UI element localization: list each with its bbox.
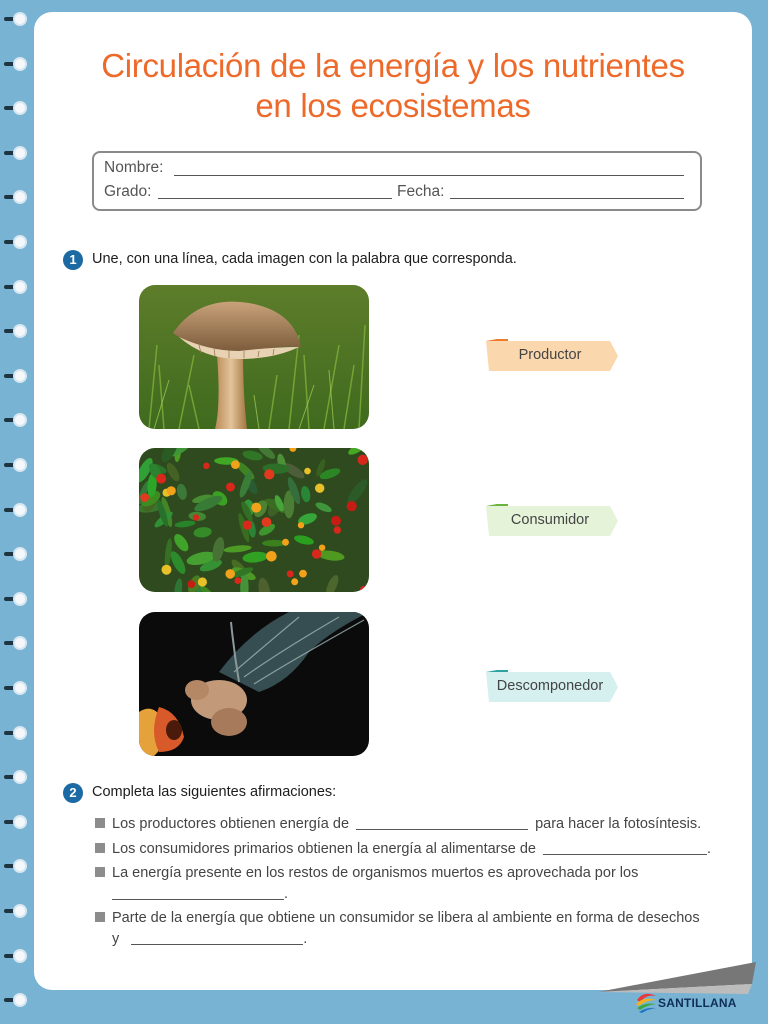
statement-1-blank[interactable]: [356, 815, 528, 830]
spiral-ring: [4, 681, 28, 695]
spiral-ring: [4, 815, 28, 829]
statement-3: [95, 865, 725, 902]
statement-3-blank[interactable]: [112, 885, 284, 900]
spiral-ring: [4, 503, 28, 517]
statement-3-text: La energía presente en los restos de organismos muertos es aprovechada por los: [112, 865, 639, 881]
bullet-square: [95, 818, 105, 828]
bullet-square: [95, 843, 105, 853]
spiral-ring: [4, 859, 28, 873]
statement-4-blank[interactable]: [131, 930, 303, 945]
statement-4: [95, 910, 725, 947]
title-line-1: Circulación de la energía y los nutrientes: [101, 47, 685, 84]
page-curl: [598, 960, 756, 994]
santillana-logo: [634, 990, 744, 1016]
grado-label: Grado:: [104, 183, 152, 200]
option-descomponedor-label: Descomponedor: [496, 678, 604, 694]
fecha-field[interactable]: [450, 198, 684, 199]
question-1-text: Une, con una línea, cada imagen con la palabra que corresponda.: [92, 251, 517, 267]
spiral-ring: [4, 57, 28, 71]
logo-text: SANTILLANA: [658, 996, 737, 1010]
option-productor-label: Productor: [518, 347, 582, 363]
statement-3-end: .: [284, 886, 289, 902]
option-descomponedor[interactable]: [486, 670, 618, 702]
spiral-ring: [4, 949, 28, 963]
nombre-label: Nombre:: [104, 159, 164, 176]
spiral-ring: [4, 12, 28, 26]
statement-1: [95, 815, 725, 832]
worksheet-title: [34, 46, 752, 126]
santillana-logo-icon: [634, 990, 658, 1014]
title-line-2: en los ecosistemas: [255, 87, 531, 124]
berry-plant-photo: [139, 448, 369, 592]
bat-eating-fruit-photo: [139, 612, 369, 756]
statement-4-end: .: [303, 931, 308, 947]
spiral-ring: [4, 547, 28, 561]
spiral-ring: [4, 413, 28, 427]
question-1-number: 1: [63, 250, 83, 270]
spiral-ring: [4, 146, 28, 160]
spiral-ring: [4, 770, 28, 784]
statement-1-end: para hacer la fotosíntesis.: [535, 816, 702, 832]
spiral-ring: [4, 904, 28, 918]
option-productor[interactable]: [486, 339, 618, 371]
option-consumidor[interactable]: [486, 504, 618, 536]
spiral-ring: [4, 369, 28, 383]
statement-4-text: Parte de la energía que obtiene un consumidor se libera al ambiente en forma de desechos: [112, 910, 700, 926]
fecha-label: Fecha:: [397, 183, 445, 200]
spiral-ring: [4, 280, 28, 294]
spiral-ring: [4, 101, 28, 115]
spiral-ring: [4, 458, 28, 472]
statement-1-text: Los productores obtienen energía de: [112, 816, 350, 832]
spiral-ring: [4, 993, 28, 1007]
option-consumidor-label: Consumidor: [510, 512, 590, 528]
question-2-text: Completa las siguientes afirmaciones:: [92, 784, 337, 800]
question-2-number: 2: [63, 783, 83, 803]
statement-2: [95, 840, 725, 857]
bullet-square: [95, 867, 105, 877]
student-info-box: [92, 151, 702, 211]
spiral-ring: [4, 190, 28, 204]
mushroom-photo: [139, 285, 369, 429]
spiral-ring: [4, 592, 28, 606]
statement-2-text: Los consumidores primarios obtienen la energía al alimentarse de: [112, 841, 536, 857]
spiral-ring: [4, 235, 28, 249]
spiral-ring: [4, 324, 28, 338]
statement-2-end: .: [707, 841, 712, 857]
spiral-ring: [4, 726, 28, 740]
spiral-ring: [4, 636, 28, 650]
nombre-field[interactable]: [174, 175, 684, 176]
grado-field[interactable]: [158, 198, 392, 199]
statement-2-blank[interactable]: [543, 840, 707, 855]
bullet-square: [95, 912, 105, 922]
statement-4-prefix: y: [112, 931, 120, 947]
